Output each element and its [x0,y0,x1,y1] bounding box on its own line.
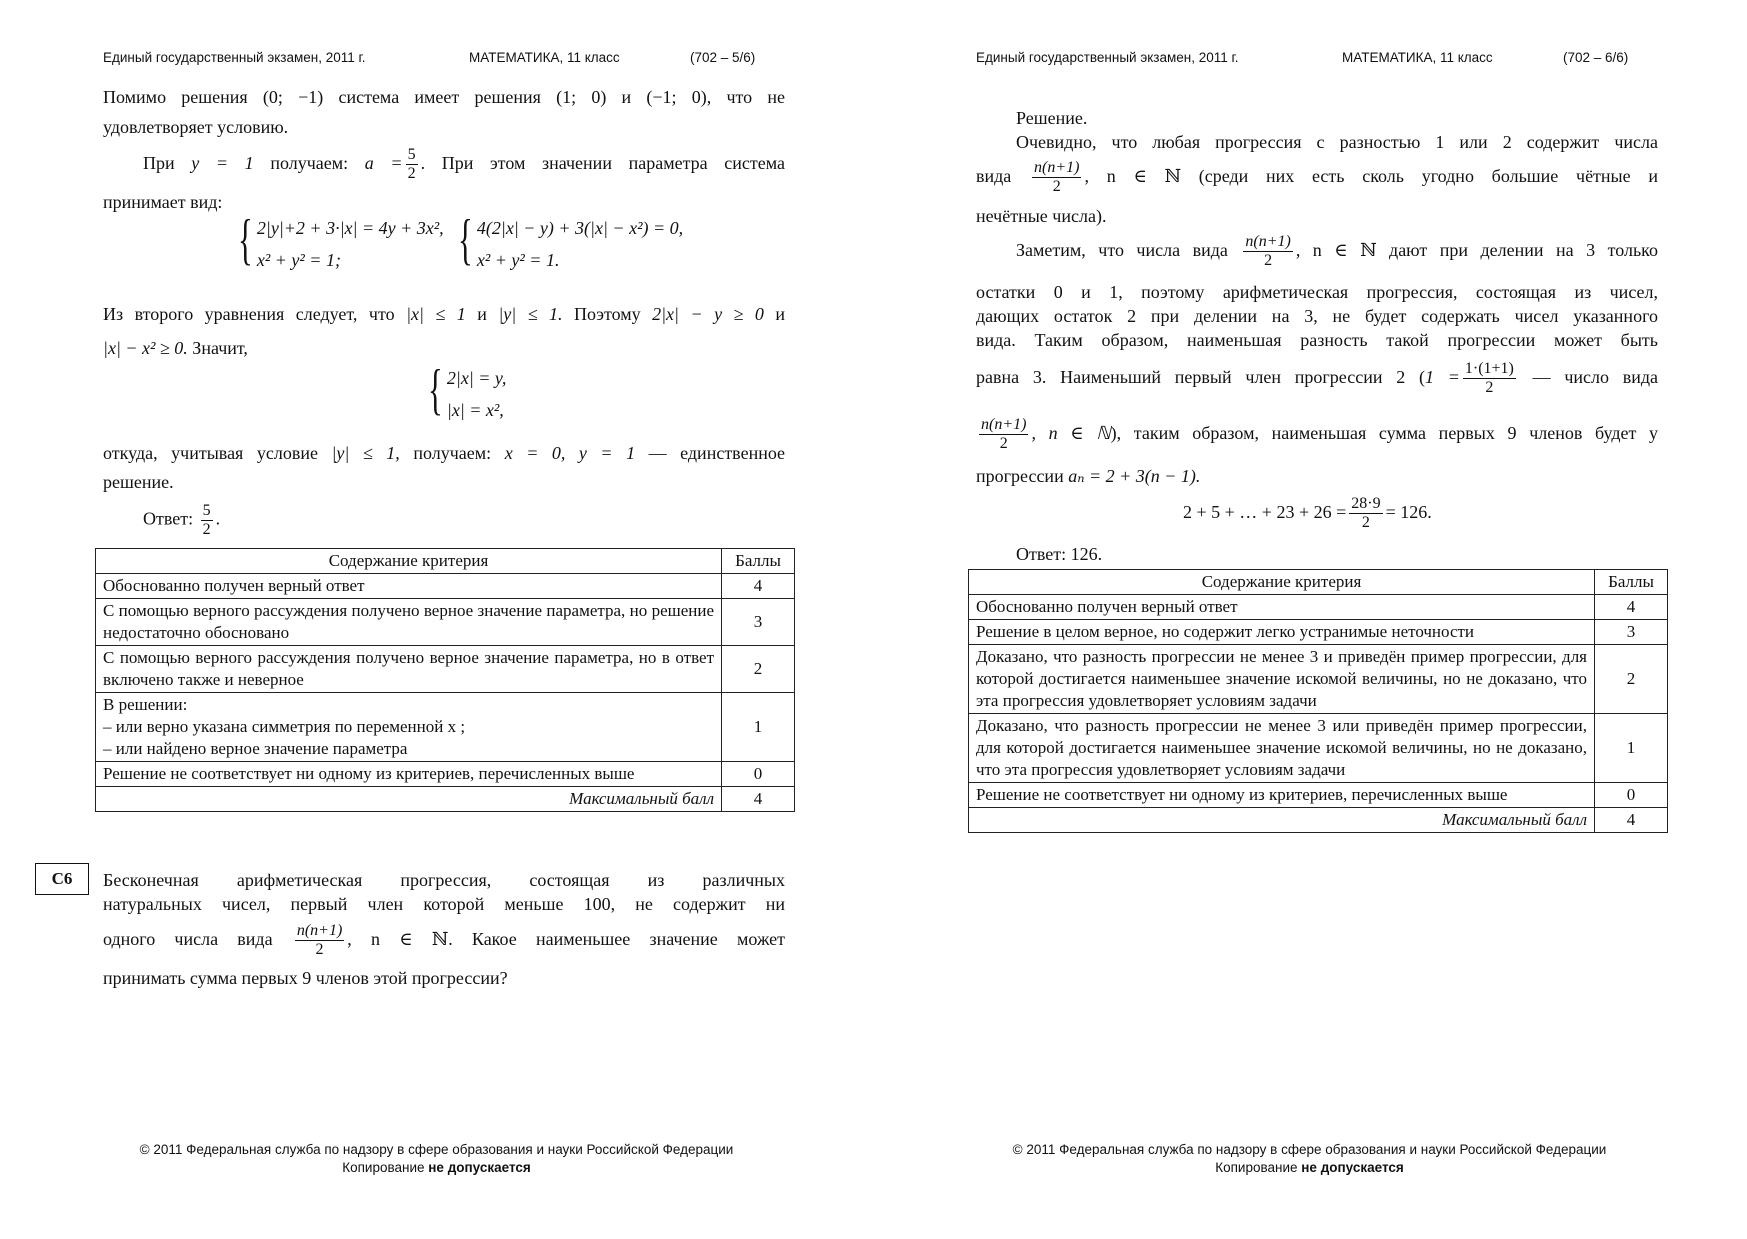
header-subject: МАТЕМАТИКА, 11 класс [469,50,620,65]
system-2: { 4(2|x| − y) + 3(|x| − x²) = 0, x² + y² = 1. [458,209,684,271]
fraction-n-n1-2: $\frac{n(n+1)}{2}$ [1245,233,1291,270]
column-header-criteria: Содержание критерия [96,549,722,574]
answer-left: Ответ: $\frac{5}{2}$ . [143,502,221,538]
table-row: С помощью верного рассуждения получено верное значение параметра, но в ответ включено также и неверное 2 [96,646,795,693]
solution-p2-line-3: дающих остаток 2 при делении на 3, не будет содержать чисел указанного [976,306,1658,326]
paragraph-4-line-1: откуда, учитывая условие |y| ≤ 1, получаем: x = 0, y = 1 — единственное [103,443,786,463]
solution-p2-line-7: прогрессии aₙ = 2 + 3(n − 1). [976,466,1201,486]
paragraph-2-line-2: принимает вид: [103,192,223,212]
solution-p2-line-4: вида. Таким образом, наименьшая разность такой прогрессии может быть [976,330,1658,350]
page-left [0,0,873,1239]
solution-p1-line-1: Очевидно, что любая прогрессия с разностью 1 или 2 содержит числа [1016,132,1658,152]
solution-p2-line-5: равна 3. Наименьший первый член прогрессии 2 (1 = $\frac{1\cdot(1+1)}{2}$ — число вида [976,360,1659,397]
paragraph-3-line-1: Из второго уравнения следует, что |x| ≤ 1 и |y| ≤ 1. Поэтому 2|x| − y ≥ 0 и [103,304,785,324]
table-header-row [969,570,1668,595]
table-header-row [96,549,795,574]
paragraph-4-line-2: решение. [103,472,174,492]
criteria-table-left [95,548,795,812]
header-exam: Единый государственный экзамен, 2011 г. [976,50,1239,65]
header-subject: МАТЕМАТИКА, 11 класс [1342,50,1493,65]
fraction-first-term: $\frac{1\cdot(1+1)}{2}$ [1464,360,1514,397]
paragraph-3-line-2: |x| − x² ≥ 0. Значит, [103,338,248,358]
paragraph-2-line-1: При y = 1 получаем: a = $\frac{5}{2}$ . При этом значении параметра система [143,146,786,183]
fraction-n-n1-2: $\frac{n(n+1)}{2}$ [981,416,1027,453]
column-header-criteria: Содержание критерия [969,570,1595,595]
table-row: Доказано, что разность прогрессии не менее 3 и приведён пример прогрессии, для которой достигается наименьшее значение искомой величины, но не доказано, что эта прогрессия удовлетворяет условиям задачи 2 [969,645,1668,714]
paragraph-1-line-1: Помимо решения (0; −1) система имеет решения (1; 0) и (−1; 0), что не [103,87,786,107]
page-right [873,0,1746,1239]
table-row-max: Максимальный балл 4 [96,787,795,812]
footer-left: © 2011 Федеральная служба по надзору в сфере образования и науки Российской Федерации Копирование не допускается [139,1142,734,1175]
answer-fraction: $\frac{5}{2}$ [202,502,211,538]
fraction-five-halves: $\frac{5}{2}$ [407,146,416,183]
c6-fraction: $\frac{n(n+1)}{2}$ [296,922,343,959]
header-code: (702 – 6/6) [1563,50,1629,65]
table-row: Решение не соответствует ни одному из критериев, перечисленных выше 0 [969,783,1668,808]
paragraph-1-line-2: удовлетворяет условию. [103,117,289,137]
table-row: С помощью верного рассуждения получено верное значение параметра, но решение недостаточно обосновано 3 [96,599,795,646]
column-header-points: Баллы [722,549,795,574]
table-row: Обоснованно получен верный ответ 4 [96,574,795,599]
table-row: Решение в целом верное, но содержит легко устранимые неточности 3 [969,620,1668,645]
solution-p2-line-2: остатки 0 и 1, поэтому арифметическая прогрессия, состоящая из чисел, [976,282,1658,302]
solution-p1-line-2: вида $\frac{n(n+1)}{2}$ , n ∈ ℕ (среди них есть сколь угодно большие чётные и [976,159,1659,196]
table-row: Решение не соответствует ни одному из критериев, перечисленных выше 0 [96,762,795,787]
table-row: Обоснованно получен верный ответ 4 [969,595,1668,620]
table-row: В решении: – или верно указана симметрия по переменной x ; – или найдено верное значение параметра 1 [96,693,795,762]
table-row: Доказано, что разность прогрессии не менее 3 или приведён пример прогрессии, для которой достигается наименьшее значение искомой величины, но не доказано, что эта прогрессия удовлетворяет условиям задачи 1 [969,714,1668,783]
system-3: { 2|x| = y, |x| = x², [428,359,507,421]
answer-right: Ответ: 126. [1016,544,1103,564]
solution-p1-line-3: нечётные числа). [976,206,1107,226]
header-exam: Единый государственный экзамен, 2011 г. [103,50,366,65]
fraction-sum: $\frac{28\cdot 9}{2}$ [1351,495,1381,532]
c6-line-2: натуральных чисел, первый член которой меньше 100, не содержит ни [103,894,785,914]
c6-line-3: одного числа вида $\frac{n(n+1)}{2}$ , n ∈ ℕ. Какое наименьшее значение может [103,922,786,959]
system-1: { 2|y|+2 + 3·|x| = 4y + 3x², x² + y² = 1; [238,209,444,271]
column-header-points: Баллы [1595,570,1668,595]
c6-line-1: Бесконечная арифметическая прогрессия, состоящая из различных [103,870,785,890]
solution-p2-line-1: Заметим, что числа вида $\frac{n(n+1)}{2}$ , n ∈ ℕ дают при делении на 3 только [1016,233,1659,270]
fraction-n-n1-2: $\frac{n(n+1)}{2}$ [1034,159,1080,196]
c6-line-4: принимать сумма первых 9 членов этой прогрессии? [103,968,508,988]
solution-label: Решение. [1016,108,1088,128]
footer-right: © 2011 Федеральная служба по надзору в сфере образования и науки Российской Федерации Копирование не допускается [1012,1142,1607,1175]
task-label-c6: C6 [35,863,89,895]
solution-p2-line-6: $\frac{n(n+1)}{2}$ , n ∈ ℕ), таким образом, наименьшая сумма первых 9 членов будет у [981,416,1658,453]
header-code: (702 – 5/6) [690,50,756,65]
sum-equation: 2 + 5 + … + 23 + 26 = $\frac{28\cdot 9}{2}$ = 126. [1183,495,1432,532]
table-row-max: Максимальный балл 4 [969,808,1668,833]
criteria-table-right [968,569,1668,833]
